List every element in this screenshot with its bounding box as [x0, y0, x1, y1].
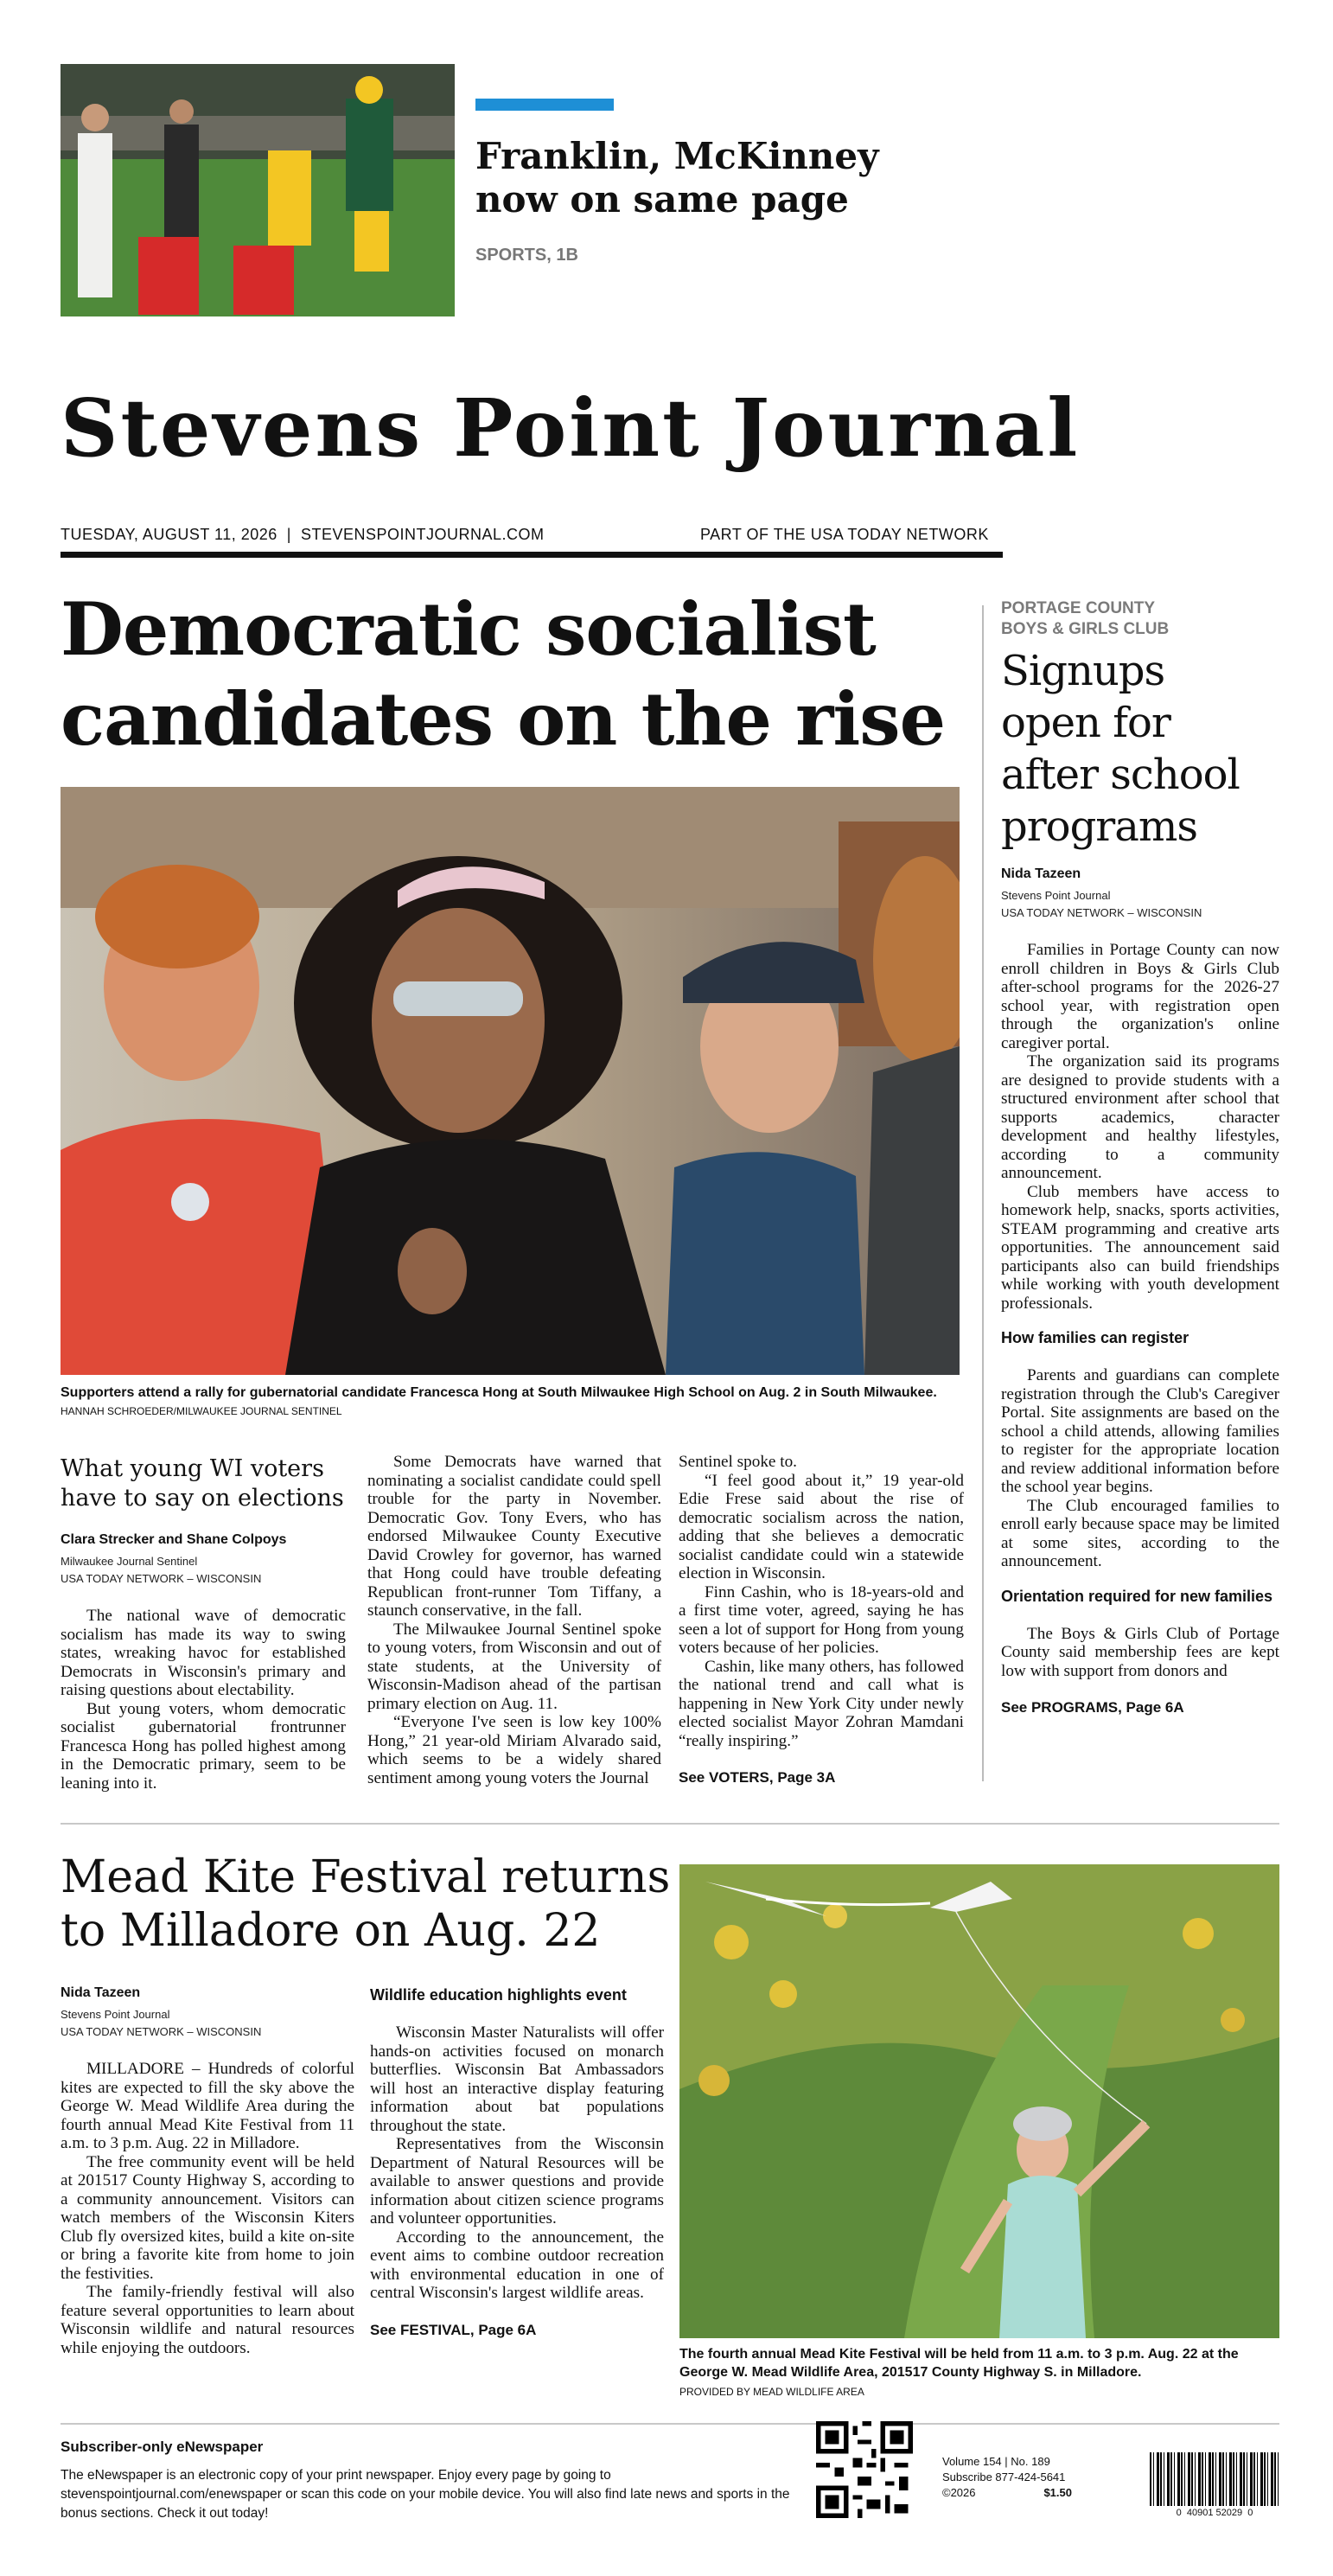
side-headline-line: after school [1001, 751, 1240, 799]
footer-title[interactable]: Subscriber-only eNewspaper [61, 2439, 264, 2455]
lead-jump-link[interactable]: See VOTERS, Page 3A [679, 1769, 836, 1786]
kite-col2 [370, 1985, 664, 2339]
lead-byline-org: Milwaukee Journal Sentinel [61, 1555, 198, 1568]
teaser-headline[interactable] [475, 135, 925, 221]
kite-subhead: Wildlife education highlights event [370, 1986, 627, 2004]
side-para: The Club encouraged families to enroll early because space may be limited at some sites, according to the announcement. [1001, 1496, 1279, 1570]
side-kicker-line1: PORTAGE COUNTY [1001, 599, 1156, 617]
side-para: Families in Portage County can now enroll children in Boys & Girls Club after-school programs for the 2026-27 school year, with registration open through the organization's online caregiver portal. [1001, 941, 1279, 1052]
footer-enewspaper [61, 2439, 795, 2523]
side-kicker-line2: BOYS & GIRLS CLUB [1001, 620, 1170, 638]
barcode [1150, 2452, 1279, 2522]
sidebar-story [1001, 598, 1279, 1716]
side-kicker [1001, 598, 1279, 640]
lead-col2-para: Some Democrats have warned that nominating a socialist candidate could spell trouble for the party in November. Democratic Gov. Tony Evers, who has endorsed Milwaukee County Executive David Crowley for governor, has warned that Hong could have trouble defeating Republican front-runner Tom Tiffany, a staunch conservative, in the fall. [367, 1453, 661, 1620]
kite-col2-text [370, 2023, 664, 2303]
footer-volume: Volume 154 | No. 189 [942, 2455, 1050, 2468]
lead-col1-para: The national wave of democratic socialism has made its way to swing states, wreaking havoc for established Democrats in Wisconsin's primary and raising questions about electability. [61, 1607, 346, 1699]
masthead-network: PART OF THE USA TODAY NETWORK [700, 526, 989, 543]
lead-col3-para: Cashin, like many others, has followed the national trend and call what is happening in New York City under newly elected socialist Mayor Zohran Mamdani “really inspiring.” [679, 1657, 964, 1750]
side-headline-line: Signups [1001, 647, 1165, 695]
kite-col1-para: The family-friendly festival will also feature several opportunities to learn about Wisconsin wildlife and natural resources while enjoying the outdoors. [61, 2283, 354, 2357]
side-headline-line: programs [1001, 802, 1198, 851]
masthead-rule [61, 552, 1003, 558]
side-text-2 [1001, 1366, 1279, 1571]
lead-headline[interactable] [61, 585, 977, 764]
footer-price: $1.50 [1043, 2486, 1072, 2499]
kite-caption [679, 2345, 1279, 2401]
lead-col3-continuation: Sentinel spoke to. [679, 1453, 797, 1471]
side-subhead-orientation: Orientation required for new families [1001, 1587, 1273, 1605]
side-byline: Nida Tazeen [1001, 866, 1081, 881]
kite-col1-para: The free community event will be held at 201517 County Highway S, according to a community announcement. Visitors can watch members of the Wisconsin Kiters Club fly oversized kites, build a kite on-site or bring a favorite kite from home to join the festivities. [61, 2152, 354, 2283]
lead-col3 [679, 1453, 964, 1787]
kite-byline-org: Stevens Point Journal [61, 2008, 170, 2021]
footer-copyright: ©2026 [942, 2486, 976, 2499]
side-para: Club members have access to homework help, snacks, sports activities, STEAM programming and creative arts opportunities. The announcement said participants also can build friendships while working with youth development professionals. [1001, 1182, 1279, 1313]
side-text-1 [1001, 941, 1279, 1313]
masthead-title: Stevens Point Journal [61, 381, 1081, 475]
barcode-bars [1150, 2452, 1279, 2506]
teaser-photo [61, 64, 455, 316]
footer-rule [61, 2423, 1279, 2425]
side-byline-org: Stevens Point Journal [1001, 889, 1111, 902]
kite-photo [679, 1864, 1279, 2338]
kite-headline[interactable] [61, 1851, 683, 1958]
lead-caption-credit: HANNAH SCHROEDER/MILWAUKEE JOURNAL SENTINEL [61, 1405, 342, 1417]
side-para: The organization said its programs are designed to provide students with a structured environment after school that supports academics, character development and healthy lifestyles, according to a community announcement. [1001, 1052, 1279, 1182]
lead-sub-headline[interactable]: What young WI voters have to say on elections [61, 1455, 344, 1512]
side-para: The Boys & Girls Club of Portage County said membership fees are kept low with support from donors and [1001, 1624, 1279, 1680]
kite-caption-text: The fourth annual Mead Kite Festival will be held from 11 a.m. to 3 p.m. Aug. 22 at the George W. Mead Wildlife Area, 201517 County Highway S. in Milladore. [679, 2347, 1239, 2380]
kite-col1 [61, 1985, 354, 2357]
lead-photo [61, 787, 960, 1375]
lead-headline-line2: candidates on the rise [61, 676, 946, 762]
lead-col1-text [61, 1607, 346, 1793]
side-text-3 [1001, 1625, 1279, 1681]
kite-byline: Nida Tazeen [61, 1985, 141, 2000]
lead-col2 [367, 1453, 661, 1787]
kite-col2-para: Representatives from the Wisconsin Department of Natural Resources will be available to answer questions and provide information about citizen science programs and volunteer opportunities. [370, 2135, 664, 2228]
kite-col2-para: Wisconsin Master Naturalists will offer hands-on activities focused on monarch butterflies. Wisconsin Bat Ambassadors will host an interactive display featuring information about bat populations throughout the state. [370, 2023, 664, 2135]
lead-col1 [61, 1454, 346, 1793]
lead-col2-para: “Everyone I've seen is low key 100% Hong,” 21 year-old Miriam Alvarado said, which seems to be a widely shared sentiment among young voters the Journal [367, 1713, 661, 1787]
kite-headline-line2: to Milladore on Aug. 22 [61, 1905, 601, 1957]
side-headline[interactable] [1001, 645, 1279, 853]
side-subhead-register: How families can register [1001, 1329, 1189, 1346]
lead-col1-para: But young voters, whom democratic socialist gubernatorial frontrunner Francesca Hong has polled highest among in the Democratic primary, seem to be leaning into it. [61, 1699, 346, 1793]
kite-caption-credit: PROVIDED BY MEAD WILDLIFE AREA [679, 2386, 864, 2398]
lead-col3-text [679, 1453, 964, 1750]
lead-col3-para: Finn Cashin, who is 18-years-old and a first time voter, agreed, saying he has seen a lot of support for Hong from young voters because of her policies. [679, 1582, 964, 1657]
lead-caption [61, 1384, 960, 1421]
footer-price-row [942, 2485, 1107, 2501]
lead-col2-para: The Milwaukee Journal Sentinel spoke to young voters, from Wisconsin and out of state students, at the University of Wisconsin-Madison ahead of the partisan primary election on Aug. 11. [367, 1620, 661, 1713]
kite-jump-link[interactable]: See FESTIVAL, Page 6A [370, 2321, 537, 2338]
side-para: Parents and guardians can complete registration through the Club's Caregiver Portal. Site assignments are based on the school a child attends, allowing families to register for the appropriate location and review additional information before the school year begins. [1001, 1366, 1279, 1496]
qr-code[interactable] [816, 2421, 913, 2518]
kite-col1-text [61, 2060, 354, 2357]
lead-headline-line1: Democratic socialist [61, 586, 876, 672]
lead-col3-para: “I feel good about it,” 19 year-old Edie Frese said about the rise of democratic socialism across the nation, adding that she believes a democratic socialist candidate could win a statewide election in Wisconsin. [679, 1471, 964, 1582]
side-headline-line: open for [1001, 699, 1170, 747]
lead-byline-network: USA TODAY NETWORK – WISCONSIN [61, 1572, 262, 1585]
teaser-accent-bar [475, 99, 614, 111]
kite-col2-para: According to the announcement, the event aims to combine outdoor recreation with environmental education in one of central Wisconsin's largest wildlife areas. [370, 2228, 664, 2302]
side-jump-link[interactable]: See PROGRAMS, Page 6A [1001, 1699, 1184, 1716]
footer-text: The eNewspaper is an electronic copy of your print newspaper. Enjoy every page by going to stevenspointjournal.com/enewspaper or scan this code on your mobile device. You will also find late news and sports in the bonus sections. Check it out today! [61, 2468, 790, 2521]
footer-subscribe: Subscribe 877-424-5641 [942, 2471, 1066, 2483]
teaser-headline-line1: Franklin, McKinney [475, 135, 879, 177]
kite-col1-para: MILLADORE – Hundreds of colorful kites are expected to fill the sky above the George W. Mead Wildlife Area during the fourth annual Mead Kite Festival from 11 a.m. to 3 p.m. Aug. 22 in Milladore. [61, 2060, 354, 2152]
section-rule [61, 1823, 1279, 1825]
sidebar-divider [982, 605, 984, 1781]
kite-byline-network: USA TODAY NETWORK – WISCONSIN [61, 2025, 262, 2038]
teaser-headline-line2: now on same page [475, 178, 849, 221]
masthead-date: TUESDAY, AUGUST 11, 2026 | STEVENSPOINTJOURNAL.COM [61, 526, 545, 543]
lead-byline: Clara Strecker and Shane Colpoys [61, 1532, 287, 1547]
footer-info [942, 2454, 1107, 2501]
lead-caption-text: Supporters attend a rally for gubernatorial candidate Francesca Hong at South Milwaukee High School on Aug. 2 in South Milwaukee. [61, 1385, 937, 1400]
kite-headline-line1: Mead Kite Festival returns [61, 1851, 671, 1903]
barcode-digits: 0 40901 52029 0 [1176, 2508, 1253, 2518]
teaser-section[interactable]: SPORTS, 1B [475, 246, 578, 265]
side-byline-network: USA TODAY NETWORK – WISCONSIN [1001, 906, 1202, 919]
